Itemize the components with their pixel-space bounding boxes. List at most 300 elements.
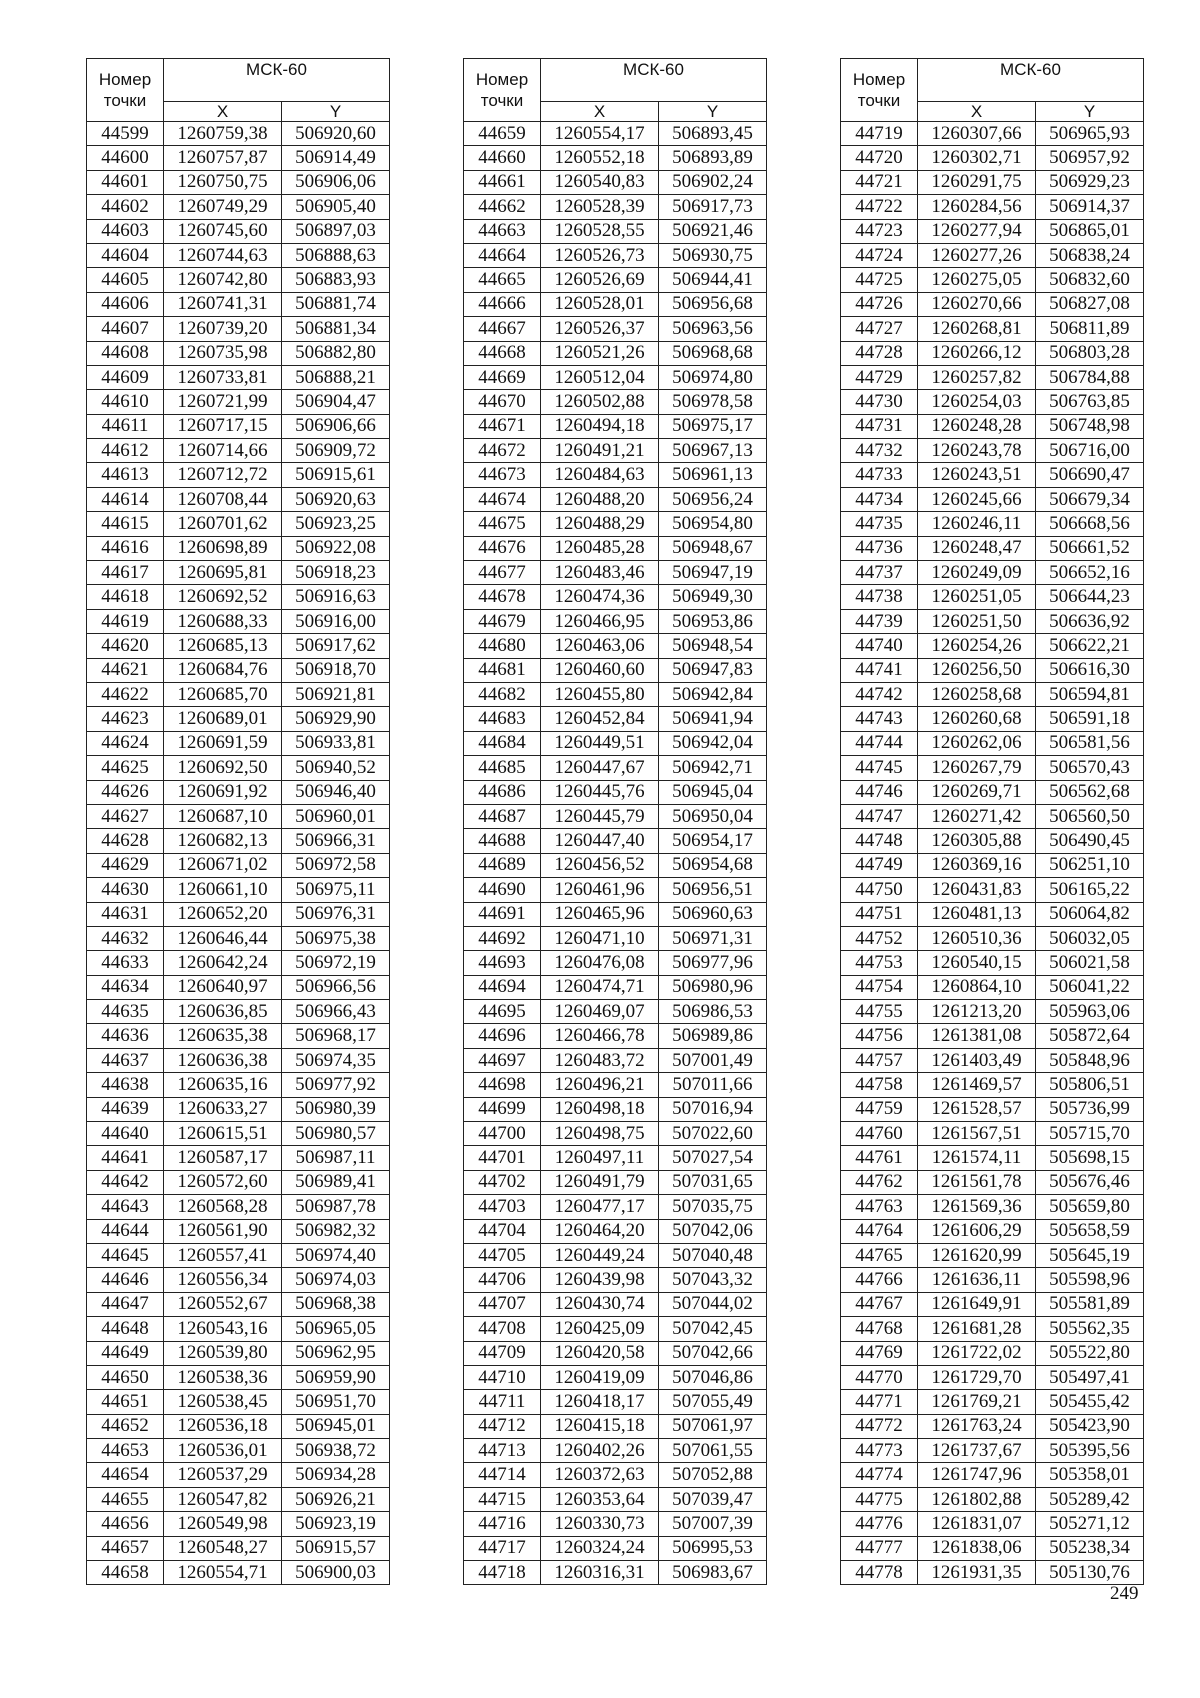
y-coordinate-cell: 506962,95 bbox=[282, 1341, 390, 1365]
x-coordinate-cell: 1260526,69 bbox=[541, 268, 659, 292]
table-row bbox=[87, 414, 390, 438]
point-number-cell: 44631 bbox=[87, 902, 164, 926]
point-number-cell: 44749 bbox=[841, 853, 918, 877]
x-coordinate-cell: 1260291,75 bbox=[918, 170, 1036, 194]
table-row bbox=[841, 512, 1144, 536]
y-coordinate-cell: 507044,02 bbox=[659, 1292, 767, 1316]
point-number-cell: 44679 bbox=[464, 609, 541, 633]
y-coordinate-cell: 506945,01 bbox=[282, 1414, 390, 1438]
point-number-cell: 44704 bbox=[464, 1219, 541, 1243]
table-row bbox=[464, 1122, 767, 1146]
x-coordinate-cell: 1260445,79 bbox=[541, 804, 659, 828]
x-coordinate-cell: 1260547,82 bbox=[164, 1487, 282, 1511]
point-number-cell: 44685 bbox=[464, 756, 541, 780]
x-coordinate-cell: 1260466,78 bbox=[541, 1024, 659, 1048]
y-coordinate-cell: 506032,05 bbox=[1036, 926, 1144, 950]
table-row bbox=[87, 926, 390, 950]
x-coordinate-cell: 1261569,36 bbox=[918, 1195, 1036, 1219]
point-number-cell: 44638 bbox=[87, 1073, 164, 1097]
table-row bbox=[87, 1073, 390, 1097]
y-coordinate-cell: 505522,80 bbox=[1036, 1341, 1144, 1365]
point-number-cell: 44766 bbox=[841, 1268, 918, 1292]
table-row bbox=[841, 390, 1144, 414]
point-number-cell: 44665 bbox=[464, 268, 541, 292]
y-coordinate-cell: 506902,24 bbox=[659, 170, 767, 194]
point-number-cell: 44639 bbox=[87, 1097, 164, 1121]
y-coordinate-cell: 506949,30 bbox=[659, 585, 767, 609]
point-number-cell: 44654 bbox=[87, 1463, 164, 1487]
x-coordinate-cell: 1260557,41 bbox=[164, 1243, 282, 1267]
point-number-cell: 44602 bbox=[87, 195, 164, 219]
x-coordinate-cell: 1260277,26 bbox=[918, 243, 1036, 267]
y-coordinate-cell: 505848,96 bbox=[1036, 1048, 1144, 1072]
x-coordinate-cell: 1260461,96 bbox=[541, 878, 659, 902]
point-number-cell: 44627 bbox=[87, 804, 164, 828]
table-row bbox=[841, 756, 1144, 780]
x-coordinate-cell: 1260275,05 bbox=[918, 268, 1036, 292]
y-coordinate-cell: 505358,01 bbox=[1036, 1463, 1144, 1487]
table-row bbox=[87, 1000, 390, 1024]
x-coordinate-cell: 1260712,72 bbox=[164, 463, 282, 487]
table-row bbox=[841, 122, 1144, 146]
table-row bbox=[87, 1122, 390, 1146]
x-coordinate-cell: 1261931,35 bbox=[918, 1561, 1036, 1585]
y-coordinate-cell: 506982,32 bbox=[282, 1219, 390, 1243]
point-number-cell: 44675 bbox=[464, 512, 541, 536]
table-row bbox=[841, 195, 1144, 219]
table-row bbox=[841, 1195, 1144, 1219]
x-coordinate-cell: 1261636,11 bbox=[918, 1268, 1036, 1292]
x-coordinate-cell: 1260270,66 bbox=[918, 292, 1036, 316]
x-coordinate-cell: 1260330,73 bbox=[541, 1512, 659, 1536]
x-coordinate-cell: 1260260,68 bbox=[918, 707, 1036, 731]
table-row bbox=[87, 268, 390, 292]
y-coordinate-cell: 507016,94 bbox=[659, 1097, 767, 1121]
point-number-cell: 44764 bbox=[841, 1219, 918, 1243]
x-coordinate-cell: 1260744,63 bbox=[164, 243, 282, 267]
x-coordinate-cell: 1260543,16 bbox=[164, 1317, 282, 1341]
x-coordinate-cell: 1260445,76 bbox=[541, 780, 659, 804]
table-row bbox=[87, 1561, 390, 1585]
table-row bbox=[841, 463, 1144, 487]
table-row bbox=[87, 365, 390, 389]
point-number-cell: 44673 bbox=[464, 463, 541, 487]
table-row bbox=[87, 829, 390, 853]
x-coordinate-cell: 1260369,16 bbox=[918, 853, 1036, 877]
table-row bbox=[464, 975, 767, 999]
table-row bbox=[841, 1243, 1144, 1267]
point-number-cell: 44684 bbox=[464, 731, 541, 755]
table-row bbox=[87, 609, 390, 633]
x-coordinate-cell: 1260685,13 bbox=[164, 634, 282, 658]
y-coordinate-cell: 506983,67 bbox=[659, 1561, 767, 1585]
table-row bbox=[841, 1487, 1144, 1511]
x-coordinate-cell: 1260447,67 bbox=[541, 756, 659, 780]
point-number-cell: 44778 bbox=[841, 1561, 918, 1585]
point-number-cell: 44603 bbox=[87, 219, 164, 243]
point-number-cell: 44730 bbox=[841, 390, 918, 414]
x-coordinate-cell: 1261722,02 bbox=[918, 1341, 1036, 1365]
point-number-cell: 44737 bbox=[841, 561, 918, 585]
point-number-cell: 44776 bbox=[841, 1512, 918, 1536]
y-coordinate-cell: 506591,18 bbox=[1036, 707, 1144, 731]
table-row bbox=[464, 780, 767, 804]
x-coordinate-cell: 1260415,18 bbox=[541, 1414, 659, 1438]
point-number-cell: 44668 bbox=[464, 341, 541, 365]
y-coordinate-cell: 506978,58 bbox=[659, 390, 767, 414]
x-coordinate-cell: 1260324,24 bbox=[541, 1536, 659, 1560]
y-coordinate-cell: 506644,23 bbox=[1036, 585, 1144, 609]
x-coordinate-cell: 1260691,59 bbox=[164, 731, 282, 755]
x-coordinate-cell: 1260536,01 bbox=[164, 1439, 282, 1463]
table-row bbox=[464, 414, 767, 438]
x-coordinate-cell: 1260372,63 bbox=[541, 1463, 659, 1487]
table-row bbox=[841, 170, 1144, 194]
y-coordinate-cell: 506560,50 bbox=[1036, 804, 1144, 828]
page-number: 249 bbox=[1110, 1583, 1139, 1604]
x-coordinate-cell: 1261620,99 bbox=[918, 1243, 1036, 1267]
table-row bbox=[841, 1341, 1144, 1365]
table-row bbox=[87, 585, 390, 609]
y-coordinate-cell: 505658,59 bbox=[1036, 1219, 1144, 1243]
point-number-cell: 44678 bbox=[464, 585, 541, 609]
table-row bbox=[87, 341, 390, 365]
point-number-cell: 44656 bbox=[87, 1512, 164, 1536]
x-coordinate-cell: 1260561,90 bbox=[164, 1219, 282, 1243]
point-number-cell: 44645 bbox=[87, 1243, 164, 1267]
y-coordinate-cell: 506934,28 bbox=[282, 1463, 390, 1487]
header-x: X bbox=[164, 102, 282, 122]
header-y: Y bbox=[282, 102, 390, 122]
y-coordinate-cell: 506921,81 bbox=[282, 682, 390, 706]
x-coordinate-cell: 1260721,99 bbox=[164, 390, 282, 414]
table-row bbox=[464, 804, 767, 828]
table-row bbox=[464, 1170, 767, 1194]
table-row bbox=[841, 1268, 1144, 1292]
x-coordinate-cell: 1260735,98 bbox=[164, 341, 282, 365]
table-row bbox=[841, 341, 1144, 365]
x-coordinate-cell: 1260284,56 bbox=[918, 195, 1036, 219]
point-number-cell: 44707 bbox=[464, 1292, 541, 1316]
x-coordinate-cell: 1260528,55 bbox=[541, 219, 659, 243]
x-coordinate-cell: 1260266,12 bbox=[918, 341, 1036, 365]
x-coordinate-cell: 1260684,76 bbox=[164, 658, 282, 682]
y-coordinate-cell: 506976,31 bbox=[282, 902, 390, 926]
point-number-cell: 44670 bbox=[464, 390, 541, 414]
y-coordinate-cell: 506906,66 bbox=[282, 414, 390, 438]
y-coordinate-cell: 507042,06 bbox=[659, 1219, 767, 1243]
table-row bbox=[87, 1024, 390, 1048]
point-number-cell: 44608 bbox=[87, 341, 164, 365]
table-row bbox=[841, 1463, 1144, 1487]
point-number-cell: 44751 bbox=[841, 902, 918, 926]
table-row bbox=[464, 853, 767, 877]
y-coordinate-cell: 506803,28 bbox=[1036, 341, 1144, 365]
x-coordinate-cell: 1260257,82 bbox=[918, 365, 1036, 389]
y-coordinate-cell: 507031,65 bbox=[659, 1170, 767, 1194]
table-row bbox=[841, 926, 1144, 950]
point-number-cell: 44694 bbox=[464, 975, 541, 999]
y-coordinate-cell: 506883,93 bbox=[282, 268, 390, 292]
y-coordinate-cell: 506951,70 bbox=[282, 1390, 390, 1414]
point-number-cell: 44624 bbox=[87, 731, 164, 755]
y-coordinate-cell: 506975,38 bbox=[282, 926, 390, 950]
table-row bbox=[87, 1463, 390, 1487]
x-coordinate-cell: 1260741,31 bbox=[164, 292, 282, 316]
x-coordinate-cell: 1260485,28 bbox=[541, 536, 659, 560]
table-row bbox=[464, 1146, 767, 1170]
x-coordinate-cell: 1260687,10 bbox=[164, 804, 282, 828]
y-coordinate-cell: 506904,47 bbox=[282, 390, 390, 414]
y-coordinate-cell: 506948,67 bbox=[659, 536, 767, 560]
header-y: Y bbox=[1036, 102, 1144, 122]
table-row bbox=[841, 439, 1144, 463]
header-x: X bbox=[541, 102, 659, 122]
table-row bbox=[841, 1146, 1144, 1170]
x-coordinate-cell: 1260739,20 bbox=[164, 317, 282, 341]
x-coordinate-cell: 1260498,75 bbox=[541, 1122, 659, 1146]
table-row bbox=[464, 634, 767, 658]
point-number-cell: 44705 bbox=[464, 1243, 541, 1267]
point-number-cell: 44757 bbox=[841, 1048, 918, 1072]
y-coordinate-cell: 506914,37 bbox=[1036, 195, 1144, 219]
point-number-cell: 44703 bbox=[464, 1195, 541, 1219]
y-coordinate-cell: 506915,61 bbox=[282, 463, 390, 487]
point-number-cell: 44606 bbox=[87, 292, 164, 316]
point-number-cell: 44628 bbox=[87, 829, 164, 853]
table-row bbox=[841, 1439, 1144, 1463]
y-coordinate-cell: 506972,58 bbox=[282, 853, 390, 877]
table-row bbox=[841, 1170, 1144, 1194]
x-coordinate-cell: 1260491,21 bbox=[541, 439, 659, 463]
point-number-cell: 44610 bbox=[87, 390, 164, 414]
x-coordinate-cell: 1260251,50 bbox=[918, 609, 1036, 633]
y-coordinate-cell: 506748,98 bbox=[1036, 414, 1144, 438]
point-number-cell: 44616 bbox=[87, 536, 164, 560]
table-row bbox=[464, 756, 767, 780]
x-coordinate-cell: 1260554,17 bbox=[541, 122, 659, 146]
table-row bbox=[87, 561, 390, 585]
y-coordinate-cell: 506064,82 bbox=[1036, 902, 1144, 926]
point-number-cell: 44699 bbox=[464, 1097, 541, 1121]
x-coordinate-cell: 1260439,98 bbox=[541, 1268, 659, 1292]
table-row bbox=[87, 1512, 390, 1536]
y-coordinate-cell: 506942,71 bbox=[659, 756, 767, 780]
table-row bbox=[87, 219, 390, 243]
y-coordinate-cell: 506929,90 bbox=[282, 707, 390, 731]
table-row bbox=[841, 1536, 1144, 1560]
x-coordinate-cell: 1261574,11 bbox=[918, 1146, 1036, 1170]
point-number-cell: 44601 bbox=[87, 170, 164, 194]
y-coordinate-cell: 505423,90 bbox=[1036, 1414, 1144, 1438]
y-coordinate-cell: 506986,53 bbox=[659, 1000, 767, 1024]
table-row bbox=[87, 439, 390, 463]
table-row bbox=[464, 268, 767, 292]
y-coordinate-cell: 507035,75 bbox=[659, 1195, 767, 1219]
y-coordinate-cell: 506954,80 bbox=[659, 512, 767, 536]
x-coordinate-cell: 1260491,79 bbox=[541, 1170, 659, 1194]
x-coordinate-cell: 1260689,01 bbox=[164, 707, 282, 731]
y-coordinate-cell: 506971,31 bbox=[659, 926, 767, 950]
x-coordinate-cell: 1260636,38 bbox=[164, 1048, 282, 1072]
x-coordinate-cell: 1260420,58 bbox=[541, 1341, 659, 1365]
x-coordinate-cell: 1260254,26 bbox=[918, 634, 1036, 658]
x-coordinate-cell: 1260510,36 bbox=[918, 926, 1036, 950]
x-coordinate-cell: 1260481,13 bbox=[918, 902, 1036, 926]
x-coordinate-cell: 1260456,52 bbox=[541, 853, 659, 877]
x-coordinate-cell: 1260269,71 bbox=[918, 780, 1036, 804]
table-row bbox=[464, 122, 767, 146]
y-coordinate-cell: 507042,45 bbox=[659, 1317, 767, 1341]
x-coordinate-cell: 1260692,50 bbox=[164, 756, 282, 780]
x-coordinate-cell: 1260538,36 bbox=[164, 1365, 282, 1389]
point-number-cell: 44669 bbox=[464, 365, 541, 389]
x-coordinate-cell: 1260251,05 bbox=[918, 585, 1036, 609]
x-coordinate-cell: 1260476,08 bbox=[541, 951, 659, 975]
y-coordinate-cell: 506679,34 bbox=[1036, 487, 1144, 511]
y-coordinate-cell: 505395,56 bbox=[1036, 1439, 1144, 1463]
table-row bbox=[87, 1414, 390, 1438]
y-coordinate-cell: 506968,68 bbox=[659, 341, 767, 365]
x-coordinate-cell: 1260749,29 bbox=[164, 195, 282, 219]
x-coordinate-cell: 1260471,10 bbox=[541, 926, 659, 950]
table-row bbox=[87, 756, 390, 780]
table-row bbox=[87, 1097, 390, 1121]
y-coordinate-cell: 506977,96 bbox=[659, 951, 767, 975]
y-coordinate-cell: 506622,21 bbox=[1036, 634, 1144, 658]
table-row bbox=[464, 926, 767, 950]
point-number-cell: 44633 bbox=[87, 951, 164, 975]
point-number-cell: 44653 bbox=[87, 1439, 164, 1463]
y-coordinate-cell: 506929,23 bbox=[1036, 170, 1144, 194]
y-coordinate-cell: 506956,68 bbox=[659, 292, 767, 316]
x-coordinate-cell: 1260528,01 bbox=[541, 292, 659, 316]
point-number-cell: 44716 bbox=[464, 1512, 541, 1536]
y-coordinate-cell: 505130,76 bbox=[1036, 1561, 1144, 1585]
point-number-cell: 44635 bbox=[87, 1000, 164, 1024]
table-row bbox=[464, 707, 767, 731]
table-row bbox=[841, 609, 1144, 633]
y-coordinate-cell: 506914,49 bbox=[282, 146, 390, 170]
x-coordinate-cell: 1260425,09 bbox=[541, 1317, 659, 1341]
table-row bbox=[841, 853, 1144, 877]
table-row bbox=[841, 1365, 1144, 1389]
y-coordinate-cell: 506941,94 bbox=[659, 707, 767, 731]
point-number-cell: 44652 bbox=[87, 1414, 164, 1438]
table-row bbox=[87, 634, 390, 658]
x-coordinate-cell: 1260572,60 bbox=[164, 1170, 282, 1194]
point-number-cell: 44725 bbox=[841, 268, 918, 292]
x-coordinate-cell: 1261381,08 bbox=[918, 1024, 1036, 1048]
point-number-cell: 44769 bbox=[841, 1341, 918, 1365]
table-row bbox=[464, 243, 767, 267]
y-coordinate-cell: 506950,04 bbox=[659, 804, 767, 828]
x-coordinate-cell: 1260243,78 bbox=[918, 439, 1036, 463]
table-row bbox=[87, 512, 390, 536]
point-number-cell: 44756 bbox=[841, 1024, 918, 1048]
point-number-cell: 44732 bbox=[841, 439, 918, 463]
y-coordinate-cell: 506893,89 bbox=[659, 146, 767, 170]
table-row bbox=[464, 170, 767, 194]
x-coordinate-cell: 1260554,71 bbox=[164, 1561, 282, 1585]
point-number-cell: 44733 bbox=[841, 463, 918, 487]
y-coordinate-cell: 506594,81 bbox=[1036, 682, 1144, 706]
point-number-cell: 44676 bbox=[464, 536, 541, 560]
point-number-cell: 44695 bbox=[464, 1000, 541, 1024]
y-coordinate-cell: 506960,01 bbox=[282, 804, 390, 828]
table-row bbox=[464, 1439, 767, 1463]
table-row bbox=[841, 1073, 1144, 1097]
x-coordinate-cell: 1260307,66 bbox=[918, 122, 1036, 146]
y-coordinate-cell: 506906,06 bbox=[282, 170, 390, 194]
y-coordinate-cell: 506661,52 bbox=[1036, 536, 1144, 560]
x-coordinate-cell: 1260742,80 bbox=[164, 268, 282, 292]
table-row bbox=[464, 219, 767, 243]
y-coordinate-cell: 507046,86 bbox=[659, 1365, 767, 1389]
table-row bbox=[87, 731, 390, 755]
point-number-cell: 44736 bbox=[841, 536, 918, 560]
x-coordinate-cell: 1260717,15 bbox=[164, 414, 282, 438]
table-row bbox=[87, 536, 390, 560]
y-coordinate-cell: 506966,31 bbox=[282, 829, 390, 853]
y-coordinate-cell: 506980,96 bbox=[659, 975, 767, 999]
point-number-cell: 44712 bbox=[464, 1414, 541, 1438]
point-number-cell: 44729 bbox=[841, 365, 918, 389]
x-coordinate-cell: 1261528,57 bbox=[918, 1097, 1036, 1121]
table-row bbox=[841, 829, 1144, 853]
point-number-cell: 44774 bbox=[841, 1463, 918, 1487]
x-coordinate-cell: 1261469,57 bbox=[918, 1073, 1036, 1097]
table-row bbox=[841, 1097, 1144, 1121]
point-number-cell: 44700 bbox=[464, 1122, 541, 1146]
table-row bbox=[841, 707, 1144, 731]
table-row bbox=[87, 804, 390, 828]
point-number-cell: 44663 bbox=[464, 219, 541, 243]
point-number-cell: 44743 bbox=[841, 707, 918, 731]
point-number-cell: 44696 bbox=[464, 1024, 541, 1048]
x-coordinate-cell: 1261649,91 bbox=[918, 1292, 1036, 1316]
y-coordinate-cell: 506963,56 bbox=[659, 317, 767, 341]
table-row bbox=[841, 146, 1144, 170]
x-coordinate-cell: 1261681,28 bbox=[918, 1317, 1036, 1341]
x-coordinate-cell: 1260268,81 bbox=[918, 317, 1036, 341]
y-coordinate-cell: 506716,00 bbox=[1036, 439, 1144, 463]
y-coordinate-cell: 506946,40 bbox=[282, 780, 390, 804]
table-row bbox=[87, 902, 390, 926]
table-row bbox=[87, 1195, 390, 1219]
table-row bbox=[841, 780, 1144, 804]
x-coordinate-cell: 1260646,44 bbox=[164, 926, 282, 950]
y-coordinate-cell: 506690,47 bbox=[1036, 463, 1144, 487]
y-coordinate-cell: 506893,45 bbox=[659, 122, 767, 146]
table-row bbox=[87, 1268, 390, 1292]
x-coordinate-cell: 1260633,27 bbox=[164, 1097, 282, 1121]
point-number-cell: 44620 bbox=[87, 634, 164, 658]
point-number-cell: 44767 bbox=[841, 1292, 918, 1316]
point-number-cell: 44752 bbox=[841, 926, 918, 950]
point-number-cell: 44649 bbox=[87, 1341, 164, 1365]
point-number-cell: 44681 bbox=[464, 658, 541, 682]
y-coordinate-cell: 506947,19 bbox=[659, 561, 767, 585]
table-row bbox=[464, 1536, 767, 1560]
y-coordinate-cell: 506972,19 bbox=[282, 951, 390, 975]
x-coordinate-cell: 1260496,21 bbox=[541, 1073, 659, 1097]
table-row bbox=[464, 561, 767, 585]
x-coordinate-cell: 1261561,78 bbox=[918, 1170, 1036, 1194]
x-coordinate-cell: 1260636,85 bbox=[164, 1000, 282, 1024]
x-coordinate-cell: 1260540,15 bbox=[918, 951, 1036, 975]
y-coordinate-cell: 507061,55 bbox=[659, 1439, 767, 1463]
